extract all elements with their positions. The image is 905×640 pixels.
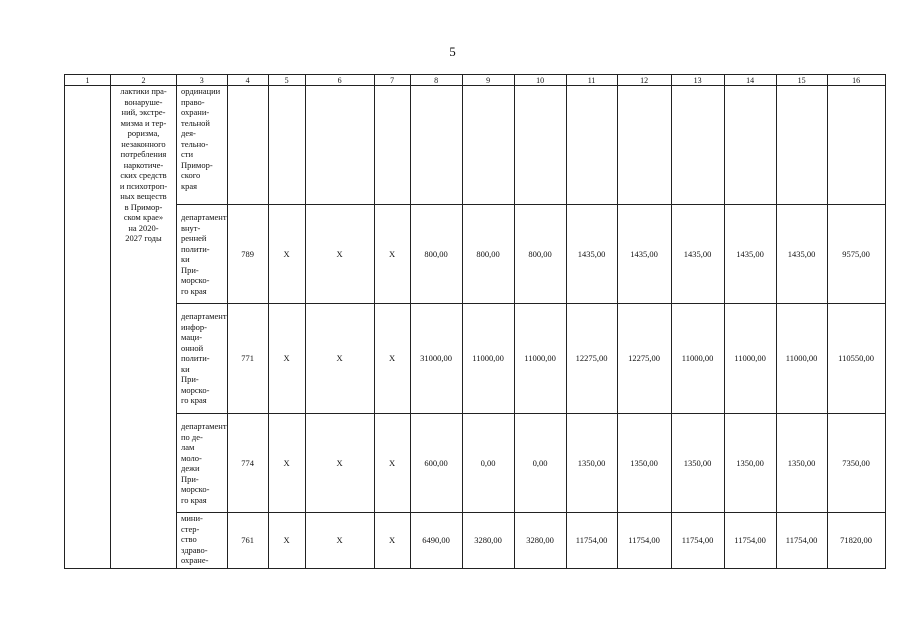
column-number: 13: [671, 75, 724, 86]
executor-line: тельной: [181, 117, 210, 128]
executor-line: стер-: [181, 523, 200, 534]
column-number: 5: [268, 75, 305, 86]
executor-line: ки: [181, 363, 190, 374]
program-name-line: ских средств: [120, 170, 167, 180]
table-cell: X: [305, 513, 374, 569]
table-cell: 3280,00: [462, 513, 514, 569]
table-cell: [724, 86, 776, 205]
executor-cell: [177, 304, 228, 414]
table-cell: X: [374, 513, 410, 569]
table-cell: 11754,00: [724, 513, 776, 569]
table-cell: 1350,00: [671, 414, 724, 513]
executor-line: тельно-: [181, 138, 209, 149]
program-name-line: вонаруше-: [124, 96, 163, 107]
table-cell: 800,00: [514, 205, 566, 304]
executor-line: внут-: [181, 222, 201, 233]
executor-line: моло-: [181, 452, 202, 463]
table-cell: X: [305, 304, 374, 414]
executor-line: края: [181, 180, 198, 191]
table-cell: 9575,00: [827, 205, 885, 304]
column-number: 7: [374, 75, 410, 86]
empty-cell: [65, 86, 111, 569]
column-number: 6: [305, 75, 374, 86]
table-cell: 11000,00: [671, 304, 724, 414]
table-cell: [462, 86, 514, 205]
executor-line: охрани-: [181, 107, 210, 117]
executor-line: охране-: [181, 555, 209, 565]
table-row: [65, 513, 886, 569]
executor-line: морско-: [181, 384, 210, 395]
table-cell: 11754,00: [671, 513, 724, 569]
table-cell: 1350,00: [724, 414, 776, 513]
executor-line: ство: [181, 534, 197, 544]
table-cell: 3280,00: [514, 513, 566, 569]
executor-line: департамент: [181, 212, 227, 222]
executor-line: полити-: [181, 353, 210, 364]
executor-line: онной: [181, 342, 204, 353]
table-cell: 11754,00: [776, 513, 827, 569]
table-cell: 1435,00: [776, 205, 827, 304]
table-cell: 11754,00: [566, 513, 617, 569]
program-name-line: роризма,: [127, 128, 160, 138]
column-number: 4: [227, 75, 268, 86]
table-cell: [827, 86, 885, 205]
table-row: [65, 304, 886, 414]
program-name-line: лактики пра-: [120, 86, 167, 96]
column-number: 11: [566, 75, 617, 86]
table-cell: 11000,00: [514, 304, 566, 414]
table-cell: X: [268, 205, 305, 304]
table-cell: 800,00: [462, 205, 514, 304]
executor-line: сти: [181, 149, 194, 159]
executor-cell: [177, 205, 228, 304]
column-number: 1: [65, 75, 111, 86]
table-cell: 1435,00: [671, 205, 724, 304]
table-cell: 1435,00: [566, 205, 617, 304]
table-cell: 1350,00: [566, 414, 617, 513]
table-cell: [268, 86, 305, 205]
executor-line: ординации: [181, 86, 221, 96]
table-cell: X: [374, 304, 410, 414]
executor-line: морско-: [181, 275, 210, 285]
executor-line: морско-: [181, 484, 210, 494]
table-cell: 31000,00: [410, 304, 462, 414]
table-cell: 1350,00: [617, 414, 671, 513]
program-name-line: мизма и тер-: [120, 117, 167, 128]
table-cell: [566, 86, 617, 205]
table-cell: [671, 86, 724, 205]
table-cell: 1435,00: [617, 205, 671, 304]
table-cell: 1435,00: [724, 205, 776, 304]
executor-line: по де-: [181, 431, 203, 442]
executor-line: При-: [181, 473, 199, 484]
page-number: 5: [449, 44, 456, 59]
executor-line: го края: [181, 285, 207, 296]
table-cell: 774: [227, 414, 268, 513]
executor-line: департамент: [181, 421, 227, 431]
table-cell: 110550,00: [827, 304, 885, 414]
table-cell: [227, 86, 268, 205]
column-number: 2: [111, 75, 177, 86]
executor-line: мини-: [181, 513, 203, 523]
program-name-line: на 2020-: [128, 222, 159, 233]
table-cell: 11000,00: [462, 304, 514, 414]
table-cell: 12275,00: [566, 304, 617, 414]
table-cell: 0,00: [462, 414, 514, 513]
table-cell: X: [305, 414, 374, 513]
executor-line: При-: [181, 374, 199, 385]
table-cell: X: [374, 414, 410, 513]
table-cell: 0,00: [514, 414, 566, 513]
executor-line: маци-: [181, 332, 203, 343]
column-number: 3: [177, 75, 228, 86]
table-cell: 11754,00: [617, 513, 671, 569]
program-name-line: потребления: [120, 149, 167, 159]
table-cell: 71820,00: [827, 513, 885, 569]
executor-line: здраво-: [181, 544, 208, 555]
table-cell: 7350,00: [827, 414, 885, 513]
table-cell: 771: [227, 304, 268, 414]
table-cell: 11000,00: [724, 304, 776, 414]
program-name-line: и психотроп-: [119, 180, 168, 191]
table-cell: [617, 86, 671, 205]
executor-line: право-: [181, 96, 205, 107]
executor-line: дежи: [181, 463, 200, 473]
column-number: 15: [776, 75, 827, 86]
executor-line: ского: [181, 170, 201, 180]
executor-line: дея-: [181, 128, 196, 138]
executor-line: ки: [181, 254, 190, 264]
table-cell: X: [374, 205, 410, 304]
table-cell: 6490,00: [410, 513, 462, 569]
table-cell: 11000,00: [776, 304, 827, 414]
executor-cell: [177, 513, 228, 569]
executor-line: полити-: [181, 243, 210, 254]
budget-table: [64, 74, 886, 569]
table-cell: 800,00: [410, 205, 462, 304]
column-number: 8: [410, 75, 462, 86]
table-cell: [305, 86, 374, 205]
program-name-line: наркотиче-: [123, 159, 164, 170]
program-name-line: ском крае»: [123, 212, 164, 222]
column-number: 10: [514, 75, 566, 86]
table-cell: X: [268, 414, 305, 513]
column-number: 16: [827, 75, 885, 86]
column-number: 12: [617, 75, 671, 86]
executor-cell: [177, 414, 228, 513]
executor-line: Примор-: [181, 159, 213, 170]
table-cell: [776, 86, 827, 205]
table-row: [65, 414, 886, 513]
table-cell: [410, 86, 462, 205]
table-cell: 1350,00: [776, 414, 827, 513]
executor-line: го края: [181, 494, 207, 505]
program-name-line: ных веществ: [120, 191, 167, 201]
program-name-line: незаконного: [121, 138, 166, 149]
table-cell: [374, 86, 410, 205]
table-cell: X: [268, 304, 305, 414]
table-row: [65, 205, 886, 304]
executor-line: инфор-: [181, 321, 207, 332]
executor-line: го края: [181, 395, 207, 406]
executor-line: ренней: [181, 233, 207, 243]
column-number-row: [65, 75, 886, 86]
table-cell: X: [305, 205, 374, 304]
executor-line: департамент: [181, 311, 227, 322]
program-name-cell: [111, 86, 177, 569]
table-cell: [514, 86, 566, 205]
table-cell: 600,00: [410, 414, 462, 513]
column-number: 9: [462, 75, 514, 86]
executor-line: лам: [181, 442, 195, 452]
program-name-line: ний, экстре-: [121, 107, 166, 117]
executor-cell: [177, 86, 228, 205]
column-number: 14: [724, 75, 776, 86]
table-cell: 789: [227, 205, 268, 304]
program-name-line: в Примор-: [124, 201, 163, 212]
table-cell: X: [268, 513, 305, 569]
table-cell: 761: [227, 513, 268, 569]
table-row: [65, 86, 886, 205]
program-name-line: 2027 годы: [125, 233, 162, 243]
executor-line: При-: [181, 264, 199, 275]
table-cell: 12275,00: [617, 304, 671, 414]
